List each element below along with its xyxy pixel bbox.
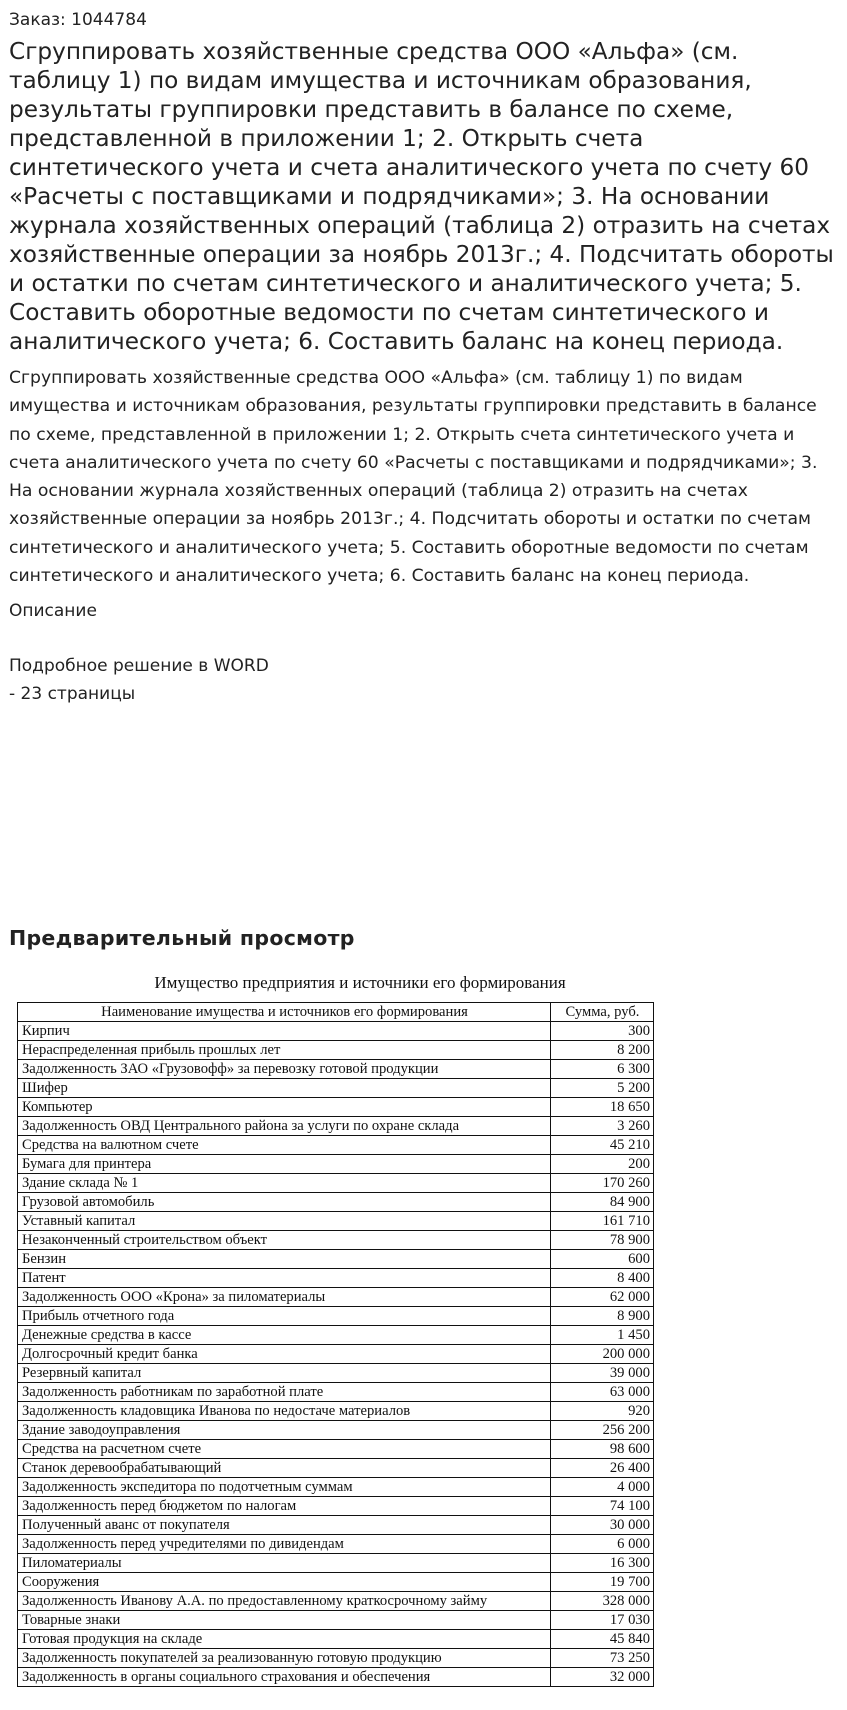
row-item-sum: 4 000 (551, 1478, 654, 1497)
row-item-name: Товарные знаки (18, 1611, 551, 1630)
row-item-sum: 6 300 (551, 1060, 654, 1079)
table-row (18, 1136, 654, 1155)
solution-info: Подробное решение в WORD - 23 страницы (9, 656, 269, 705)
table-row (18, 1326, 654, 1345)
row-item-sum: 170 260 (551, 1174, 654, 1193)
row-item-name: Долгосрочный кредит банка (18, 1345, 551, 1364)
table-row (18, 1459, 654, 1478)
row-item-name: Задолженность перед учредителями по дивидендам (18, 1535, 551, 1554)
row-item-name: Задолженность ООО «Крона» за пиломатериалы (18, 1288, 551, 1307)
row-item-sum: 17 030 (551, 1611, 654, 1630)
table-row (18, 1440, 654, 1459)
row-item-name: Патент (18, 1269, 551, 1288)
table-row (18, 1421, 654, 1440)
row-item-sum: 300 (551, 1022, 654, 1041)
row-item-name: Задолженность ОВД Центрального района за услуги по охране склада (18, 1117, 551, 1136)
table-row (18, 1117, 654, 1136)
table-row (18, 1573, 654, 1592)
table-row (18, 1478, 654, 1497)
table-row (18, 1174, 654, 1193)
row-item-name: Задолженность работникам по заработной плате (18, 1383, 551, 1402)
row-item-name: Уставный капитал (18, 1212, 551, 1231)
row-item-sum: 63 000 (551, 1383, 654, 1402)
row-item-sum: 920 (551, 1402, 654, 1421)
table-row (18, 1630, 654, 1649)
row-item-sum: 45 210 (551, 1136, 654, 1155)
description-label: Описание (9, 601, 97, 622)
table-row (18, 1288, 654, 1307)
row-item-name: Грузовой автомобиль (18, 1193, 551, 1212)
row-item-sum: 256 200 (551, 1421, 654, 1440)
table-row (18, 1269, 654, 1288)
row-item-name: Нераспределенная прибыль прошлых лет (18, 1041, 551, 1060)
row-item-sum: 8 400 (551, 1269, 654, 1288)
row-item-sum: 26 400 (551, 1459, 654, 1478)
row-item-sum: 19 700 (551, 1573, 654, 1592)
row-item-name: Бумага для принтера (18, 1155, 551, 1174)
row-item-name: Станок деревообрабатывающий (18, 1459, 551, 1478)
row-item-name: Задолженность в органы социального страхования и обеспечения (18, 1668, 551, 1687)
row-item-name: Незаконченный строительством объект (18, 1231, 551, 1250)
row-item-name: Прибыль отчетного года (18, 1307, 551, 1326)
row-item-sum: 73 250 (551, 1649, 654, 1668)
row-item-sum: 74 100 (551, 1497, 654, 1516)
table-row (18, 1060, 654, 1079)
table-row (18, 1554, 654, 1573)
row-item-sum: 84 900 (551, 1193, 654, 1212)
row-item-name: Задолженность кладовщика Иванова по недостаче материалов (18, 1402, 551, 1421)
row-item-name: Кирпич (18, 1022, 551, 1041)
row-item-sum: 39 000 (551, 1364, 654, 1383)
table-row (18, 1250, 654, 1269)
table-row (18, 1364, 654, 1383)
row-item-name: Средства на расчетном счете (18, 1440, 551, 1459)
column-header-sum: Сумма, руб. (551, 1003, 654, 1022)
row-item-sum: 98 600 (551, 1440, 654, 1459)
row-item-sum: 1 450 (551, 1326, 654, 1345)
table-row (18, 1041, 654, 1060)
row-item-sum: 200 (551, 1155, 654, 1174)
row-item-name: Задолженность Иванову А.А. по предоставленному краткосрочному займу (18, 1592, 551, 1611)
row-item-name: Задолженность перед бюджетом по налогам (18, 1497, 551, 1516)
task-title: Сгруппировать хозяйственные средства ООО «Альфа» (см. таблицу 1) по видам имущества и источникам образования, результаты группировки представить в балансе по схеме, представленной в приложении 1; 2. Открыть счета синтетического учета и счета аналитического учета по счету 60 «Расчеты с поставщиками и подрядчиками»; 3. На основании журнала хозяйственных операций (таблица 2) отразить на счетах хозяйственные операции за ноябрь 2013г.; 4. Подсчитать обороты и остатки по счетам синтетического и аналитического учета; 5. Составить оборотные ведомости по счетам синтетического и аналитического учета; 6. Составить баланс на конец периода. (9, 38, 834, 355)
row-item-sum: 161 710 (551, 1212, 654, 1231)
row-item-sum: 8 200 (551, 1041, 654, 1060)
table-row (18, 1079, 654, 1098)
preview-heading: Предварительный просмотр (9, 926, 355, 950)
row-item-sum: 5 200 (551, 1079, 654, 1098)
row-item-sum: 8 900 (551, 1307, 654, 1326)
table-header-row (18, 1003, 654, 1022)
table-row (18, 1193, 654, 1212)
table-row (18, 1231, 654, 1250)
row-item-name: Бензин (18, 1250, 551, 1269)
table-row (18, 1497, 654, 1516)
row-item-sum: 18 650 (551, 1098, 654, 1117)
table-row (18, 1155, 654, 1174)
page-content (9, 0, 839, 708)
table-row (18, 1383, 654, 1402)
row-item-sum: 32 000 (551, 1668, 654, 1687)
column-header-name: Наименование имущества и источников его формирования (18, 1003, 551, 1022)
table-body (18, 1022, 654, 1687)
table-row (18, 1402, 654, 1421)
row-item-name: Денежные средства в кассе (18, 1326, 551, 1345)
order-number: Заказ: 1044784 (9, 10, 147, 30)
table-row (18, 1592, 654, 1611)
table-row (18, 1535, 654, 1554)
row-item-sum: 45 840 (551, 1630, 654, 1649)
table-row (18, 1098, 654, 1117)
row-item-name: Здание заводоуправления (18, 1421, 551, 1440)
task-description: Сгруппировать хозяйственные средства ООО «Альфа» (см. таблицу 1) по видам имущества и источникам образования, результаты группировки представить в балансе по схеме, представленной в приложении 1; 2. Открыть счета синтетического учета и счета аналитического учета по счету 60 «Расчеты с поставщиками и подрядчиками»; 3. На основании журнала хозяйственных операций (таблица 2) отразить на счетах хозяйственные операции за ноябрь 2013г.; 4. Подсчитать обороты и остатки по счетам синтетического и аналитического учета; 5. Составить оборотные ведомости по счетам синтетического и аналитического учета; 6. Составить баланс на конец периода. (9, 368, 818, 587)
table-row (18, 1307, 654, 1326)
row-item-name: Полученный аванс от покупателя (18, 1516, 551, 1535)
table-row (18, 1022, 654, 1041)
row-item-sum: 62 000 (551, 1288, 654, 1307)
row-item-sum: 78 900 (551, 1231, 654, 1250)
row-item-name: Средства на валютном счете (18, 1136, 551, 1155)
table-row (18, 1212, 654, 1231)
table-row (18, 1649, 654, 1668)
row-item-name: Задолженность покупателей за реализованную готовую продукцию (18, 1649, 551, 1668)
row-item-sum: 6 000 (551, 1535, 654, 1554)
row-item-sum: 600 (551, 1250, 654, 1269)
row-item-name: Задолженность экспедитора по подотчетным суммам (18, 1478, 551, 1497)
row-item-name: Пиломатериалы (18, 1554, 551, 1573)
property-table (17, 1002, 654, 1687)
table-row (18, 1668, 654, 1687)
row-item-sum: 3 260 (551, 1117, 654, 1136)
table-row (18, 1345, 654, 1364)
row-item-name: Резервный капитал (18, 1364, 551, 1383)
row-item-name: Шифер (18, 1079, 551, 1098)
table-row (18, 1611, 654, 1630)
row-item-name: Компьютер (18, 1098, 551, 1117)
row-item-name: Задолженность ЗАО «Грузовофф» за перевозку готовой продукции (18, 1060, 551, 1079)
row-item-sum: 30 000 (551, 1516, 654, 1535)
row-item-sum: 200 000 (551, 1345, 654, 1364)
row-item-sum: 328 000 (551, 1592, 654, 1611)
table-caption: Имущество предприятия и источники его формирования (154, 973, 566, 992)
row-item-sum: 16 300 (551, 1554, 654, 1573)
row-item-name: Готовая продукция на складе (18, 1630, 551, 1649)
row-item-name: Сооружения (18, 1573, 551, 1592)
table-row (18, 1516, 654, 1535)
row-item-name: Здание склада № 1 (18, 1174, 551, 1193)
